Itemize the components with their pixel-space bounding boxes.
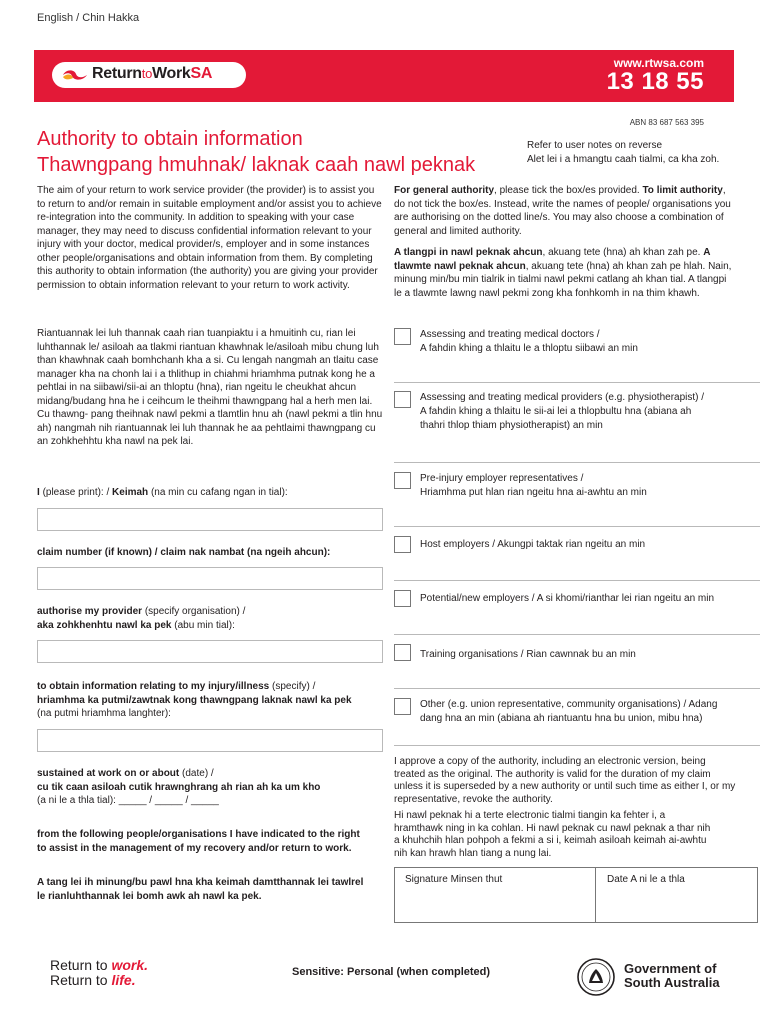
checkbox-row-pre-injury-employer[interactable] [394,472,760,506]
divider-line [394,688,760,689]
sensitive-notice: Sensitive: Personal (when completed) [292,966,491,978]
pre-injury-employer-label-cnh: Hriamhma put hlan rian ngeitu hna ai-awhtu an min [420,487,647,498]
claim-number-field[interactable] [37,567,383,590]
injury-label: to obtain information relating to my injury/illness (specify) / hriamhma ka putmi/zawtnak kong thawngpang laknak nawl ka pek (na putmi hriamhma langhter): [37,681,352,719]
checkbox-host-employers[interactable] [394,536,411,553]
name-label: I (please print): / Keimah (na min cu cafang ngan in tial): [37,487,288,498]
reference-note [527,139,719,167]
checkbox-training-organisations[interactable] [394,644,411,661]
logo-mark-icon [62,68,88,82]
medical-doctors-label-cnh: A fahdin khing a thlaitu le a thloptu siibawi an min [420,343,638,354]
medical-providers-label: Assessing and treating medical providers (e.g. physiotherapist) / [420,392,705,403]
divider-line [394,526,760,527]
website-link[interactable]: www.rtwsa.com [613,56,704,70]
title-chin-hakka: Thawngpang hmuhnak/ laknak caah nawl peknak [37,154,476,176]
date-injured-blanks[interactable]: _____ / _____ / _____ [118,795,219,806]
other-label: Other (e.g. union representative, community organisations) / Adang [420,699,718,710]
divider-line [394,462,760,463]
claim-number-label: claim number (if known) / claim nak nambat (na ngeih ahcun): [37,547,331,558]
phone-number: 13 18 55 [606,68,704,95]
divider-line [394,634,760,635]
rtwsa-logo[interactable] [52,62,246,88]
medical-doctors-label: Assessing and treating medical doctors / [420,329,600,340]
checkbox-medical-providers[interactable] [394,391,411,408]
logo-text: ReturntoWorkSA [92,65,213,82]
intro-english: The aim of your return to work service provider (the provider) is to assist you to return to and/or remain in suitable employment and/or assist you to achieve re-integration into the community. In addition to speaking with your case manager, they may need to discuss confidential information relevant to your injury with your doctor, medical provider/s, employer and in some instances other people/organisations and obtain information from them. By completing this authority to obtain information (the authority) you are giving your provider permission to obtain information relevant to your return to work activity. [37,185,382,291]
potential-employers-label: Potential/new employers / A si khomi/rianthar lei rian ngeitu an min [420,593,715,604]
medical-providers-label-cnh-2: thahri thlop thiam physiotherapist) an min [420,420,603,431]
checkbox-medical-doctors[interactable] [394,328,411,345]
authority-instructions-cnh: A tlangpi in nawl peknak ahcun, akuang tete (hna) ah khan zah pe. A tlawmte nawl peknak ahcun, akuang tete (hna) ah khan zah pe hlah. Nain, minung min/bu min tialrik in tialmi nawl pekmi catlang ah khan tial. A tlangpi le a tlawmte lawng nawl pekmi zong kha fonhkomh in na thim khawh. [394,247,732,299]
checkbox-potential-employers[interactable] [394,590,411,607]
checkbox-row-training-organisations[interactable] [394,644,760,664]
provider-field[interactable] [37,640,383,663]
government-of-sa: Government of South Australia [624,961,720,990]
abn-number: ABN 83 687 563 395 [629,118,704,127]
authority-instructions-en: For general authority, please tick the box/es provided. To limit authority, do not tick the box/es. Instead, write the names of people/ organisations you are authorising on the dotted line/s. You may also choose a combination of general and limited authority. [394,185,731,237]
checkbox-other[interactable] [394,698,411,715]
provider-label: authorise my provider (specify organisation) / aka zohkhenhtu nawl ka pek (abu min tial): [37,606,246,631]
header-banner [34,50,734,102]
page-title [37,126,475,178]
checkbox-row-potential-employers[interactable] [394,590,760,610]
title-english: Authority to obtain information [37,128,303,150]
declaration-chin-hakka: Hi nawl peknak hi a terte electronic tialmi tiangin ka fehter i, a hramthawk ning in ka cohlan. Hi nawl peknak cu nawl peknak a thar nih a khuhchih hlan pohpoh a fekmi a si i, keimah asiloah keimah ai-awhtu nih kan hrawh hlan tiang a nung lai. [394,810,711,859]
divider-line [394,580,760,581]
date-signed-label: Date A ni le a thla [607,874,685,885]
divider-line [394,382,760,383]
medical-providers-label-cnh: A fahdin khing a thlaitu le sii-ai lei a thlopbultu hna (abiana ah [420,406,692,417]
closing-chin-hakka: A tang lei ih minung/bu pawl hna kha keimah damtthannak lei tawlrel le rianluhthannak lei bomh awk ah nawl ka pek. [37,877,364,902]
reference-note-cnh: Alet lei i a hmangtu caah tialmi, ca kha zoh. [527,154,720,165]
date-injured-label: sustained at work on or about (date) / cu tik caan asiloah cutik hrawnghrang ah rian ah ka um kho (a ni le a thla tial): _____ / _____ / _____ [37,768,321,806]
reference-note-en: Refer to user notes on reverse [527,140,663,151]
checkbox-row-medical-providers[interactable] [394,391,760,441]
pre-injury-employer-label: Pre-injury employer representatives / [420,473,584,484]
host-employers-label: Host employers / Akungpi taktak rian ngeitu an min [420,539,646,550]
other-label-cnh: dang hna an min (abiana ah riantuantu hna bu union, mibu hna) [420,713,703,724]
checkbox-pre-injury-employer[interactable] [394,472,411,489]
divider-line [394,745,760,746]
closing-english: from the following people/organisations I have indicated to the right to assist in the management of my recovery and/or return to work. [37,829,360,854]
government-crest-icon [576,957,616,997]
language-label: English / Chin Hakka [37,12,140,24]
checkbox-row-medical-doctors[interactable] [394,328,760,364]
signature-divider [595,868,596,922]
name-field[interactable] [37,508,383,531]
intro-chin-hakka: Riantuannak lei luh thannak caah rian tuanpiaktu i a hmuitinh cu, rian lei luhthannak le/ asiloah aa tlakmi riantuan khawhnak le/asiloah mibu chung luh than khawhnak caah bomhchanh kha a si. Cu lengah nangmah an tlaitu case manager kha na chonh lai i a thlithup in chiahmi hriamhma putnak kong he a pehtlai in na siibawi/sii-ai an thloptu (hna), rian ngeitu le cheukhat ahcun midang/budang hna he i ceihcum le theihmi thawngpang hal a herh men lai. Cu thawng- pang theihnak nawl pekmi a tlamtlin hnu ah (nawl pekmi a tlin hnu ah) nangmah nih riantuannak lei luh thannak he aa pehtlaimi thawngpang cu an zohkhehhtu kha nawl na pek lai. [37,328,383,447]
checkbox-row-host-employers[interactable] [394,536,760,556]
checkbox-row-other[interactable] [394,698,760,732]
declaration-english: I approve a copy of the authority, including an electronic version, being treated as the original. The authority is valid for the duration of my claim unless it is superseded by a new authority or until such time as either I, or my representative, revoke the authority. [394,756,736,805]
signature-box[interactable] [394,867,758,923]
signature-label: Signature Minsen thut [405,874,503,885]
slogan: Return to work. Return to life. [50,957,149,988]
training-organisations-label: Training organisations / Rian cawnnak bu an min [420,649,636,660]
injury-field[interactable] [37,729,383,752]
